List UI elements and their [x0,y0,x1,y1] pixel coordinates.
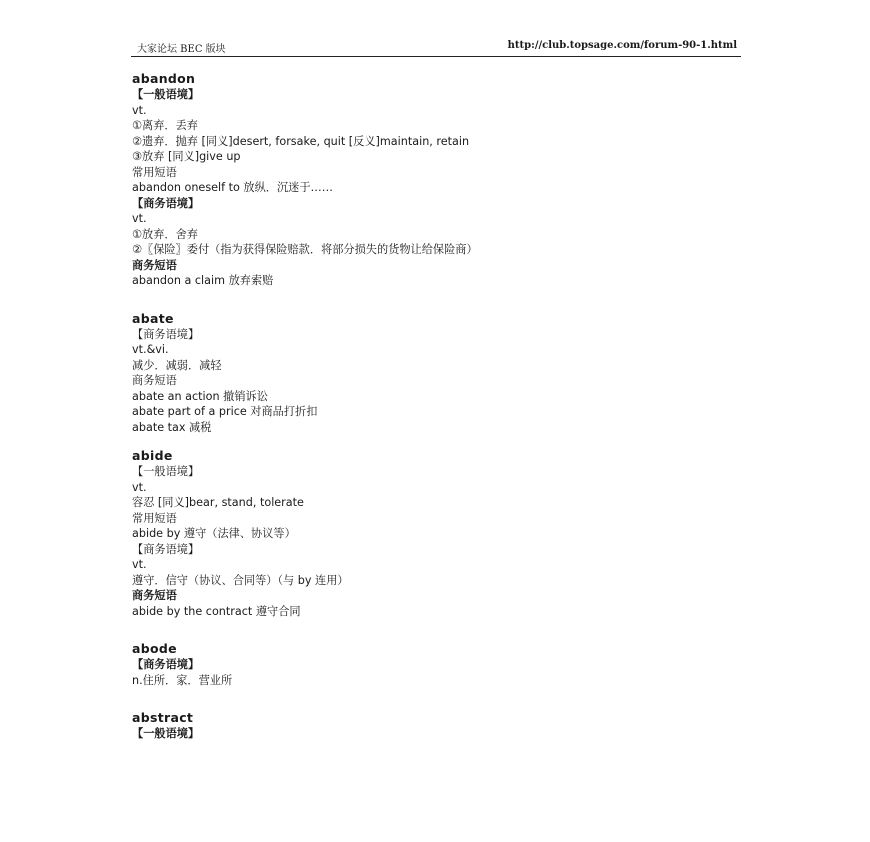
entry-line: abandon a claim 放弃索赔 [132,274,274,287]
entry-line: 减少．减弱．减轻 [132,358,222,372]
entry-line: 【一般语境】 [132,88,200,101]
dictionary-entry [132,71,732,289]
entry-line: abide by the contract 遵守合同 [132,604,301,618]
dictionary-entry [132,311,732,436]
entry-line: 商务短语 [132,258,177,272]
entry-line: vt. [132,480,147,494]
dictionary-content [132,71,732,742]
entry-headword: abide [132,448,173,463]
entry-line: abandon oneself to 放纵．沉迷于…… [132,181,333,194]
entry-line: 遵守．信守（协议、合同等）（与 by 连用） [132,573,349,587]
dictionary-entry [132,710,732,742]
entry-headword: abandon [132,71,196,86]
dictionary-entry [132,448,732,619]
entry-line: ①离弃．丢弃 [132,119,198,132]
entry-line: abate part of a price 对商品打折扣 [132,405,318,418]
entry-line: 商务短语 [132,374,177,387]
entry-line: 【一般语境】 [132,465,200,478]
entry-line: vt.&vi. [132,343,169,356]
entry-line: n.住所．家．营业所 [132,673,233,687]
entry-headword: abode [132,641,177,656]
entry-line: 常用短语 [132,511,177,525]
entry-line: vt. [132,103,147,117]
entry-line: 常用短语 [132,165,177,179]
entry-line: 商务短语 [132,589,177,602]
entry-line: abate tax 减税 [132,420,212,434]
entry-line: 【商务语境】 [132,196,200,210]
entry-line: 【商务语境】 [132,542,200,556]
entry-line: ①放弃．舍弃 [132,227,198,241]
entry-line: 容忍 [同义]bear, stand, tolerate [132,496,304,509]
entry-line: vt. [132,212,147,225]
entry-line: ②遗弃．抛弃 [同义]desert, forsake, quit [反义]maintain, retain [132,134,470,148]
entry-line: ③放弃 [同义]give up [132,150,241,163]
header-url: http://club.topsage.com/forum-90-1.html [507,40,737,51]
entry-headword: abstract [132,710,194,725]
entry-headword: abate [132,310,174,326]
entry-line: vt. [132,558,147,571]
entry-line: 【商务语境】 [132,658,200,671]
page-header [131,39,741,57]
entry-line: abate an action 撤销诉讼 [132,389,268,403]
entry-line: 【商务语境】 [132,327,200,341]
dictionary-entry [132,641,732,688]
header-site-name: 大家论坛 BEC 版块 [137,44,226,55]
entry-line: 【一般语境】 [132,727,200,740]
entry-line: abide by 遵守（法律、协议等） [132,527,296,540]
entry-line: ②〖保险〗委付（指为获得保险赔款．将部分损失的货物让给保险商） [132,243,478,256]
